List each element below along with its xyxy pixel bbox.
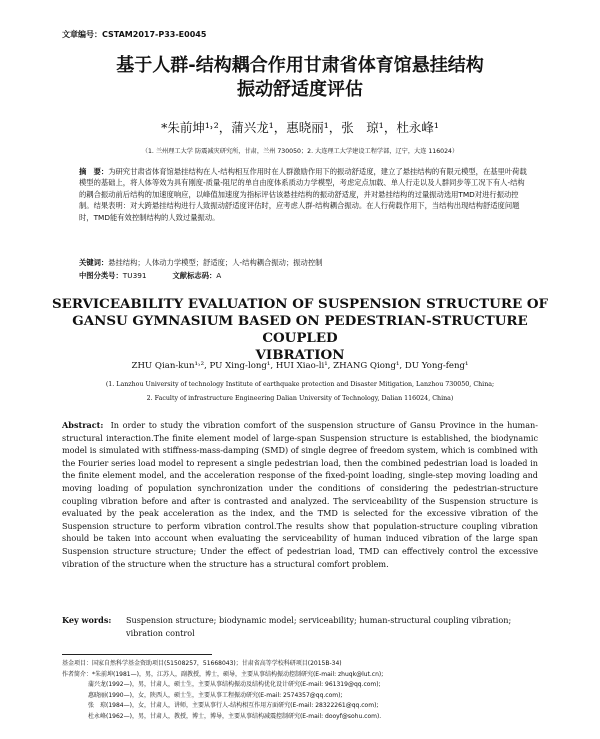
english-title-line: SERVICEABILITY EVALUATION OF SUSPENSION STRUCTURE OF — [51, 296, 548, 312]
classification-label: 中图分类号： — [79, 271, 123, 280]
footnote-author-bio: 作者简介：*朱前坤(1981—)，男，江苏人，副教授，博士，硕导，主要从事结构振动控制研究(E-mail: zhuqk@lut.cn); — [62, 670, 384, 678]
english-authors: ZHU Qian-kun¹˒², PU Xing-long¹, HUI Xiao-li¹, ZHANG Qiong¹, DU Yong-feng¹ — [131, 361, 469, 371]
classification-value: TU391 — [122, 271, 147, 280]
footnote-author-bio: 惠晓丽(1990—)，女，陕西人，硕士生，主要从事工程振动研究(E-mail: 2574357@qq.com); — [88, 691, 343, 699]
chinese-affiliations: （1. 兰州理工大学 防震减灾研究所，甘肃，兰州 730050；2. 大连理工大学建设工程学部，辽宁，大连 116024） — [141, 148, 459, 155]
english-affiliation-1: (1. Lanzhou University of technology Institute of earthquake protection and Disaster Mitigation, Lanzhou 730050, China; — [105, 381, 495, 388]
english-abstract-text: In order to study the vibration comfort of the suspension structure of Gansu Province in the human-structural interaction.The finite element model of large-span Suspension structure is established, the biodynamic model is simulated with stiffness-mass-damping (SMD) of single degree of freedom system, which is combined with the Fourier series load model to represent a single pedestrian load, then the combined pedestrian load is loaded in the finite element model, and the acceleration response of the fixed-point loading, single-step moving loading and moving loading of population synchronization under the conditions of considering the pedestrian-structure coupling vibration before and after is contrasted and analyzed. The serviceability of the Suspension structure is evaluated by the peak acceleration as the index, and the TMD is selected for the excessive vibration of the Suspension structure to perform vibration control.The results show that population-structure coupling vibration should be taken into account when evaluating the serviceability of human induced vibration of the large span Suspension structure structure; Under the effect of pedestrian load, TMD can effectively control the excessive vibration of the structure when the structure has a structural comfort problem. — [62, 420, 538, 569]
english-title-line: GANSU GYMNASIUM BASED ON PEDESTRIAN-STRUCTURE COUPLED — [72, 313, 528, 346]
chinese-keywords-label: 关键词： — [79, 258, 109, 267]
article-number: 文章编号：CSTAM2017-P33-E0045 — [62, 30, 207, 39]
english-title-line: VIBRATION — [255, 347, 345, 363]
english-keywords — [62, 614, 538, 639]
chinese-keywords-text: 悬挂结构；人体动力学模型；舒适度；人-结构耦合振动；振动控制 — [108, 258, 323, 267]
footnote-author-bio: 张 琼(1984—)，女，甘肃人，讲师，主要从事行人-结构相互作用方面研究(E-mail: 28322261@qq.com); — [88, 702, 379, 710]
chinese-abstract-text: 为研究甘肃省体育馆悬挂结构在人-结构相互作用时在人群激励作用下的振动舒适度，建立了悬挂结构的有限元模型，在基里叶荷载模型的基础上，将人体等效为具有刚度-质量-阻尼的单自由度体系质动力学模型，考虑定点加载、单人行走以及人群同步等工况下有人-结构的耦合振动前后结构的加速度响应，以峰值加速度为指标评估该悬挂结构的振动舒适度，并对悬挂结构的过量振动选用TMD对进行振动控制。结果表明：对大跨悬挂结构进行人致振动舒适度评估时，应考虑人群-结构耦合振动。在人行荷载作用下，当结构出现结构舒适度问题时，TMD能有效控制结构的人致过量振动。 — [79, 167, 527, 222]
english-abstract — [62, 419, 538, 570]
footnote-funding: 基金项目：国家自然科学基金资助项目(51508257，51668043)；甘肃省高等学校科研项目(2015B-34) — [62, 660, 342, 667]
chinese-title — [40, 54, 560, 102]
chinese-keywords — [79, 258, 527, 268]
english-title — [40, 296, 560, 364]
footnote-author-bio: 蒲兴龙(1992—)，男，甘肃人，硕士生，主要从事结构振动及结构优化设计研究(E-mail: 961319@qq.com); — [88, 681, 381, 689]
english-abstract-label: Abstract: — [62, 420, 104, 430]
chinese-abstract-label: 摘 要： — [79, 167, 109, 176]
footnotes — [62, 659, 542, 723]
footnote-author-bio: 杜永峰(1962—)，男，甘肃人，教授，博士，博导，主要从事结构减震控制研究(E-mail: dooyf@sohu.com). — [88, 712, 382, 720]
document-code-label: 文献标志码： — [172, 271, 217, 280]
english-keywords-label: Key words: — [62, 615, 112, 625]
chinese-authors: *朱前坤¹˒²，蒲兴龙¹，惠晓丽¹，张 琼¹，杜永峰¹ — [161, 120, 439, 135]
footnote-divider — [62, 654, 212, 655]
chinese-title-line: 振动舒适度评估 — [237, 79, 363, 100]
english-affiliation-2: 2. Faculty of infrastructure Engineering Dalian University of Technology, Dalian 116024, China) — [146, 395, 454, 402]
english-keywords-text: Suspension structure; biodynamic model; serviceability; human-structural coupling vibration; vibration control — [126, 615, 512, 638]
document-code-value: A — [216, 271, 222, 280]
classification-line — [79, 271, 527, 281]
chinese-abstract — [79, 166, 527, 223]
chinese-title-line: 基于人群-结构耦合作用甘肃省体育馆悬挂结构 — [116, 55, 484, 76]
